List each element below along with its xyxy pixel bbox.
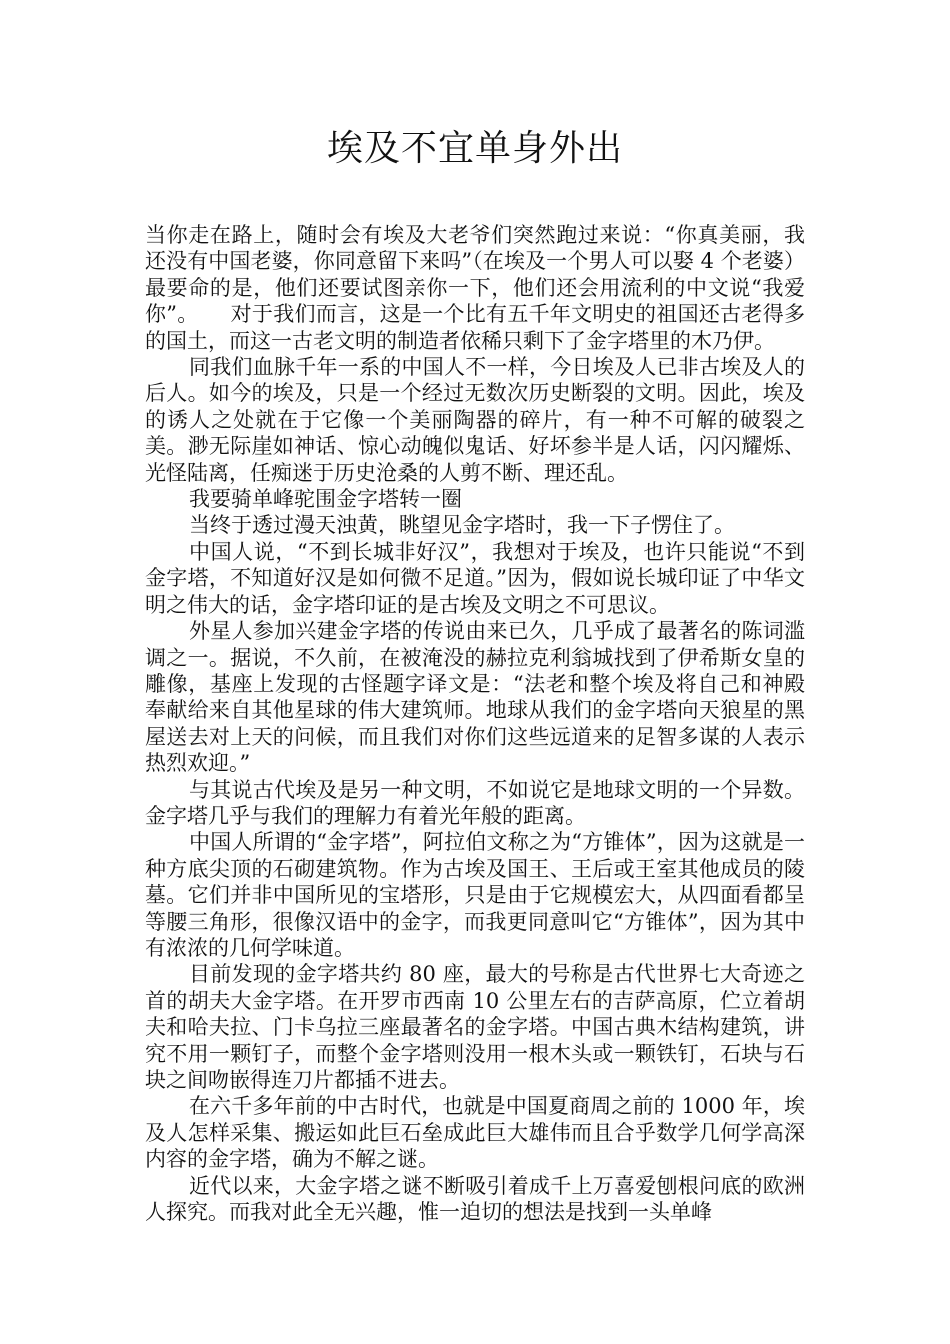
- paragraph-1: 当你走在路上，随时会有埃及大老爷们突然跑过来说：“你真美丽，我还没有中国老婆，你同意留下来吗”（在埃及一个男人可以娶 4 个老婆）最要命的是，他们还要试图亲你一下，他们还会用流利的中文说“我爱你”。 对于我们而言，这是一个比有五千年文明史的祖国还古老得多的国土，而这一古老文明的制造者依稀只剩下了金字塔里的木乃伊。: [145, 223, 805, 353]
- paragraph-2: 同我们血脉千年一系的中国人不一样，今日埃及人已非古埃及人的后人。如今的埃及，只是一个经过无数次历史断裂的文明。因此，埃及的诱人之处就在于它像一个美丽陶器的碎片，有一种不可解的破裂之美。渺无际崖如神话、惊心动魄似鬼话、好坏参半是人话，闪闪耀烁、光怪陆离，任痴迷于历史沧桑的人剪不断、理还乱。: [145, 355, 805, 485]
- paragraph-5: 外星人参加兴建金字塔的传说由来已久，几乎成了最著名的陈词滥调之一。据说，不久前，在被淹没的赫拉克利翁城找到了伊希斯女皇的雕像，基座上发现的古怪题字译文是：“法老和整个埃及将自己和神殿奉献给来自其他星球的伟大建筑师。地球从我们的金字塔向天狼星的黑屋送去对上天的问候，而且我们对你们这些远道来的足智多谋的人表示热烈欢迎。”: [145, 619, 805, 776]
- paragraph-3: 当终于透过漫天浊黄，眺望见金字塔时，我一下子愣住了。: [189, 513, 735, 538]
- paragraph-8: 目前发现的金字塔共约 80 座，最大的号称是古代世界七大奇迹之首的胡夫大金字塔。在开罗市西南 10 公里左右的吉萨高原，伫立着胡夫和哈夫拉、门卡乌拉三座最著名的金字塔。中国古典木结构建筑，讲究不用一颗钉子，而整个金字塔则没用一根木头或一颗铁钉，石块与石块之间吻嵌得连刀片都插不进去。: [145, 962, 805, 1092]
- paragraph-10: 近代以来，大金字塔之谜不断吸引着成千上万喜爱刨根问底的欧洲人探究。而我对此全无兴趣，惟一迫切的想法是找到一头单峰: [145, 1173, 805, 1225]
- paragraph-4: 中国人说，“不到长城非好汉”，我想对于埃及，也许只能说“不到金字塔，不知道好汉是如何微不足道。”因为，假如说长城印证了中华文明之伟大的话，金字塔印证的是古埃及文明之不可思议。: [145, 539, 805, 617]
- paragraph-9: 在六千多年前的中古时代，也就是中国夏商周之前的 1000 年，埃及人怎样采集、搬运如此巨石垒成此巨大雄伟而且合乎数学几何学高深内容的金字塔，确为不解之谜。: [145, 1094, 805, 1172]
- document-body: [145, 222, 805, 1225]
- paragraph-7: 中国人所谓的“金字塔”，阿拉伯文称之为“方锥体”，因为这就是一种方底尖顶的石砌建筑物。作为古埃及国王、王后或王室其他成员的陵墓。它们并非中国所见的宝塔形，只是由于它规模宏大，从四面看都呈等腰三角形，很像汉语中的金字，而我更同意叫它“方锥体”，因为其中有浓浓的几何学味道。: [145, 830, 805, 960]
- document-title: 埃及不宜单身外出: [326, 128, 623, 169]
- section-heading: 我要骑单峰驼围金字塔转一圈: [189, 487, 462, 512]
- paragraph-6: 与其说古代埃及是另一种文明，不如说它是地球文明的一个异数。金字塔几乎与我们的理解力有着光年般的距离。: [145, 777, 805, 828]
